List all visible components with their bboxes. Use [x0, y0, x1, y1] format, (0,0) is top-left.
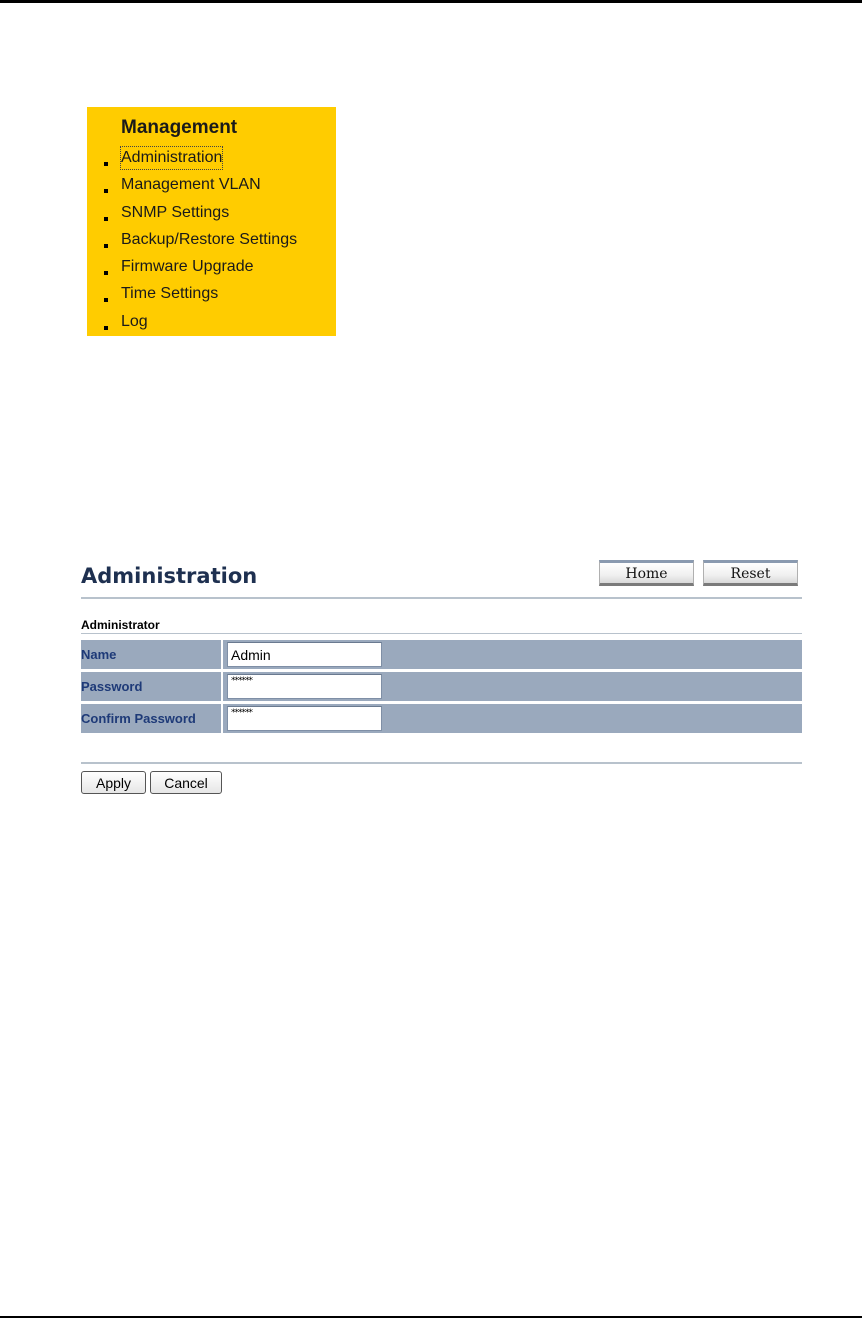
menu-item-label[interactable]: Administration [121, 147, 222, 169]
name-label: Name [81, 640, 223, 669]
home-button[interactable]: Home [599, 560, 694, 586]
apply-button[interactable]: Apply [81, 771, 146, 794]
bullet-icon [104, 298, 108, 302]
title-divider [81, 597, 802, 599]
menu-item-label[interactable]: Time Settings [121, 285, 219, 303]
menu-item-label[interactable]: SNMP Settings [121, 203, 230, 221]
password-label: Password [81, 672, 223, 701]
cancel-button[interactable]: Cancel [150, 771, 222, 794]
confirm-password-input[interactable] [227, 706, 382, 731]
menu-item-label[interactable]: Firmware Upgrade [121, 258, 254, 276]
form-row-name [81, 640, 802, 669]
bullet-icon [104, 271, 108, 275]
page-title: Administration [81, 564, 258, 588]
password-input[interactable] [227, 674, 382, 699]
actions-divider [81, 762, 802, 764]
bullet-icon [104, 162, 108, 166]
confirm-password-label: Confirm Password [81, 704, 223, 733]
name-input[interactable] [227, 642, 382, 667]
reset-button[interactable]: Reset [703, 560, 798, 586]
menu-item-label[interactable]: Log [121, 312, 148, 330]
form-row-confirm-password [81, 704, 802, 733]
bullet-icon [104, 189, 108, 193]
section-divider [81, 633, 802, 634]
menu-item-label[interactable]: Management VLAN [121, 176, 261, 194]
form-row-password [81, 672, 802, 701]
menu-item-label[interactable]: Backup/Restore Settings [121, 230, 298, 248]
password-mask: ****** [231, 676, 252, 686]
page-top-rule [0, 0, 862, 3]
bullet-icon [104, 326, 108, 330]
management-menu [87, 107, 336, 336]
page-bottom-rule [0, 1316, 862, 1318]
section-label-administrator: Administrator [81, 618, 160, 632]
confirm-password-mask: ****** [231, 708, 252, 718]
bullet-icon [104, 244, 108, 248]
bullet-icon [104, 217, 108, 221]
management-menu-title: Management [121, 117, 238, 138]
